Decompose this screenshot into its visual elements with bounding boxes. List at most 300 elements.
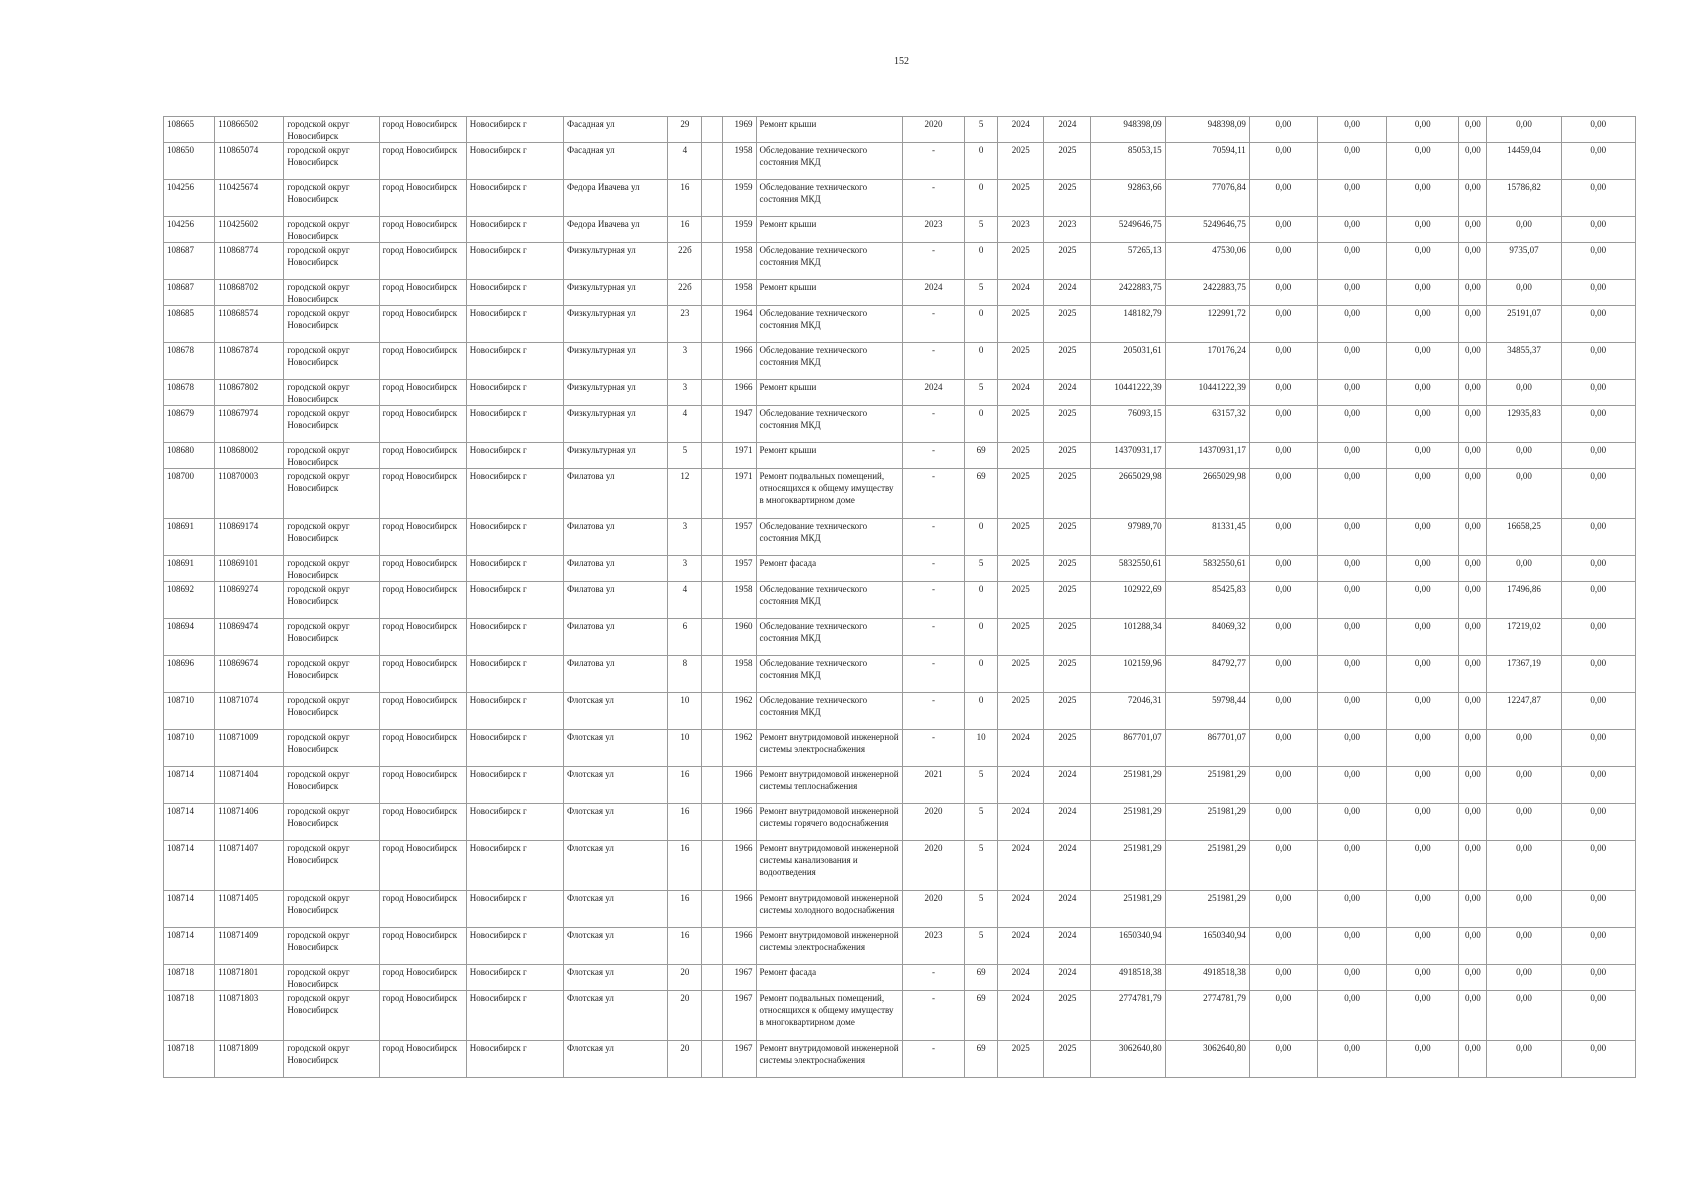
reserve-funds-cell: 0,00 (1561, 469, 1635, 519)
reserve-funds-cell: 0,00 (1561, 380, 1635, 406)
owners-funds-cell: 0,00 (1487, 841, 1561, 891)
page-number: 152 (894, 56, 909, 67)
reserve-funds-cell: 0,00 (1561, 841, 1635, 891)
local-funds-cell: 0,00 (1387, 469, 1459, 519)
local-funds-cell: 0,00 (1387, 280, 1459, 306)
plan-start-year-cell: 2025 (998, 619, 1044, 656)
plan-end-year-cell: 2025 (1044, 519, 1091, 556)
table-row (164, 693, 1636, 730)
owners-funds-cell: 0,00 (1487, 469, 1561, 519)
other-funds-cell: 0,00 (1459, 280, 1487, 306)
other-funds-cell: 0,00 (1459, 117, 1487, 143)
work-id-cell: 110870003 (215, 469, 284, 519)
other-funds-cell: 0,00 (1459, 143, 1487, 180)
plan-start-year-cell: 2024 (998, 117, 1044, 143)
plan-start-year-cell: 2025 (998, 406, 1044, 443)
federal-funds-cell: 0,00 (1249, 443, 1317, 469)
table-row (164, 556, 1636, 582)
federal-funds-cell: 0,00 (1249, 804, 1317, 841)
plan-end-year-cell: 2024 (1044, 965, 1091, 991)
local-funds-cell: 0,00 (1387, 804, 1459, 841)
table-row (164, 469, 1636, 519)
last-repair-year-cell: - (902, 243, 964, 280)
table-row (164, 180, 1636, 217)
fund-cost-cell: 47530,06 (1165, 243, 1249, 280)
work-type-cell: Ремонт крыши (756, 380, 902, 406)
house-id-cell: 108718 (164, 965, 215, 991)
building-cell (702, 619, 723, 656)
building-cell (702, 117, 723, 143)
house-number-cell: 16 (668, 180, 702, 217)
plan-end-year-cell: 2024 (1044, 767, 1091, 804)
federal-funds-cell: 0,00 (1249, 343, 1317, 380)
total-cost-cell: 251981,29 (1091, 767, 1165, 804)
total-cost-cell: 251981,29 (1091, 804, 1165, 841)
total-cost-cell: 102922,69 (1091, 582, 1165, 619)
house-id-cell: 104256 (164, 217, 215, 243)
owners-funds-cell: 34855,37 (1487, 343, 1561, 380)
local-funds-cell: 0,00 (1387, 217, 1459, 243)
table-row (164, 841, 1636, 891)
owners-funds-cell: 12935,83 (1487, 406, 1561, 443)
building-cell (702, 217, 723, 243)
plan-end-year-cell: 2025 (1044, 556, 1091, 582)
last-repair-year-cell: - (902, 143, 964, 180)
plan-start-year-cell: 2024 (998, 928, 1044, 965)
other-funds-cell: 0,00 (1459, 469, 1487, 519)
plan-start-year-cell: 2025 (998, 582, 1044, 619)
settlement-cell: город Новосибирск (379, 469, 466, 519)
work-type-cell: Ремонт подвальных помещений, относящихся к общему имуществу в многоквартирном доме (756, 469, 902, 519)
federal-funds-cell: 0,00 (1249, 656, 1317, 693)
building-cell (702, 306, 723, 343)
regional-funds-cell: 0,00 (1317, 730, 1386, 767)
municipality-cell: городской округ Новосибирск (284, 656, 379, 693)
federal-funds-cell: 0,00 (1249, 306, 1317, 343)
federal-funds-cell: 0,00 (1249, 582, 1317, 619)
house-number-cell: 23 (668, 306, 702, 343)
other-funds-cell: 0,00 (1459, 217, 1487, 243)
federal-funds-cell: 0,00 (1249, 965, 1317, 991)
last-repair-year-cell: 2021 (902, 767, 964, 804)
local-funds-cell: 0,00 (1387, 656, 1459, 693)
fund-cost-cell: 4918518,38 (1165, 965, 1249, 991)
house-number-cell: 16 (668, 891, 702, 928)
last-repair-year-cell: - (902, 656, 964, 693)
reserve-funds-cell: 0,00 (1561, 443, 1635, 469)
last-repair-year-cell: 2020 (902, 841, 964, 891)
local-funds-cell: 0,00 (1387, 730, 1459, 767)
reserve-funds-cell: 0,00 (1561, 928, 1635, 965)
settlement-cell: город Новосибирск (379, 280, 466, 306)
municipality-cell: городской округ Новосибирск (284, 556, 379, 582)
settlement-cell: город Новосибирск (379, 243, 466, 280)
locality-cell: Новосибирск г (466, 1041, 563, 1078)
work-type-cell: Ремонт внутридомовой инженерной системы электроснабжения (756, 928, 902, 965)
municipality-cell: городской округ Новосибирск (284, 891, 379, 928)
house-id-cell: 108696 (164, 656, 215, 693)
work-type-cell: Ремонт крыши (756, 217, 902, 243)
local-funds-cell: 0,00 (1387, 380, 1459, 406)
plan-start-year-cell: 2025 (998, 519, 1044, 556)
house-id-cell: 108679 (164, 406, 215, 443)
fund-cost-cell: 63157,32 (1165, 406, 1249, 443)
building-cell (702, 991, 723, 1041)
other-funds-cell: 0,00 (1459, 406, 1487, 443)
fund-cost-cell: 14370931,17 (1165, 443, 1249, 469)
interval-cell: 5 (965, 380, 998, 406)
plan-start-year-cell: 2024 (998, 280, 1044, 306)
plan-end-year-cell: 2025 (1044, 656, 1091, 693)
house-number-cell: 5 (668, 443, 702, 469)
house-number-cell: 10 (668, 730, 702, 767)
reserve-funds-cell: 0,00 (1561, 619, 1635, 656)
federal-funds-cell: 0,00 (1249, 243, 1317, 280)
last-repair-year-cell: - (902, 1041, 964, 1078)
federal-funds-cell: 0,00 (1249, 841, 1317, 891)
table-row (164, 991, 1636, 1041)
settlement-cell: город Новосибирск (379, 180, 466, 217)
work-id-cell: 110425602 (215, 217, 284, 243)
settlement-cell: город Новосибирск (379, 965, 466, 991)
regional-funds-cell: 0,00 (1317, 180, 1386, 217)
settlement-cell: город Новосибирск (379, 380, 466, 406)
local-funds-cell: 0,00 (1387, 306, 1459, 343)
last-repair-year-cell: - (902, 965, 964, 991)
build-year-cell: 1969 (723, 117, 756, 143)
other-funds-cell: 0,00 (1459, 991, 1487, 1041)
house-number-cell: 3 (668, 556, 702, 582)
owners-funds-cell: 15786,82 (1487, 180, 1561, 217)
house-number-cell: 3 (668, 519, 702, 556)
reserve-funds-cell: 0,00 (1561, 582, 1635, 619)
local-funds-cell: 0,00 (1387, 991, 1459, 1041)
owners-funds-cell: 12247,87 (1487, 693, 1561, 730)
owners-funds-cell: 25191,07 (1487, 306, 1561, 343)
fund-cost-cell: 122991,72 (1165, 306, 1249, 343)
work-type-cell: Ремонт фасада (756, 556, 902, 582)
other-funds-cell: 0,00 (1459, 891, 1487, 928)
street-cell: Федора Ивачева ул (564, 217, 668, 243)
local-funds-cell: 0,00 (1387, 891, 1459, 928)
last-repair-year-cell: - (902, 180, 964, 217)
work-type-cell: Ремонт крыши (756, 443, 902, 469)
work-type-cell: Обследование технического состояния МКД (756, 406, 902, 443)
federal-funds-cell: 0,00 (1249, 891, 1317, 928)
owners-funds-cell: 17219,02 (1487, 619, 1561, 656)
street-cell: Флотская ул (564, 730, 668, 767)
house-id-cell: 108691 (164, 519, 215, 556)
reserve-funds-cell: 0,00 (1561, 117, 1635, 143)
build-year-cell: 1966 (723, 767, 756, 804)
work-id-cell: 110869174 (215, 519, 284, 556)
plan-end-year-cell: 2023 (1044, 217, 1091, 243)
locality-cell: Новосибирск г (466, 991, 563, 1041)
total-cost-cell: 867701,07 (1091, 730, 1165, 767)
other-funds-cell: 0,00 (1459, 243, 1487, 280)
house-id-cell: 108680 (164, 443, 215, 469)
settlement-cell: город Новосибирск (379, 693, 466, 730)
other-funds-cell: 0,00 (1459, 693, 1487, 730)
build-year-cell: 1957 (723, 556, 756, 582)
building-cell (702, 804, 723, 841)
house-number-cell: 16 (668, 841, 702, 891)
plan-start-year-cell: 2024 (998, 991, 1044, 1041)
fund-cost-cell: 2774781,79 (1165, 991, 1249, 1041)
house-number-cell: 16 (668, 767, 702, 804)
locality-cell: Новосибирск г (466, 469, 563, 519)
total-cost-cell: 148182,79 (1091, 306, 1165, 343)
build-year-cell: 1959 (723, 180, 756, 217)
other-funds-cell: 0,00 (1459, 582, 1487, 619)
settlement-cell: город Новосибирск (379, 767, 466, 804)
other-funds-cell: 0,00 (1459, 380, 1487, 406)
last-repair-year-cell: - (902, 343, 964, 380)
last-repair-year-cell: 2023 (902, 217, 964, 243)
street-cell: Физкультурная ул (564, 443, 668, 469)
work-id-cell: 110871409 (215, 928, 284, 965)
work-id-cell: 110425674 (215, 180, 284, 217)
federal-funds-cell: 0,00 (1249, 380, 1317, 406)
interval-cell: 0 (965, 143, 998, 180)
work-id-cell: 110871405 (215, 891, 284, 928)
regional-funds-cell: 0,00 (1317, 117, 1386, 143)
locality-cell: Новосибирск г (466, 406, 563, 443)
plan-end-year-cell: 2025 (1044, 582, 1091, 619)
local-funds-cell: 0,00 (1387, 582, 1459, 619)
interval-cell: 0 (965, 180, 998, 217)
fund-cost-cell: 70594,11 (1165, 143, 1249, 180)
table-row (164, 1041, 1636, 1078)
plan-start-year-cell: 2024 (998, 730, 1044, 767)
fund-cost-cell: 251981,29 (1165, 767, 1249, 804)
work-id-cell: 110868002 (215, 443, 284, 469)
house-id-cell: 108714 (164, 841, 215, 891)
table-row (164, 767, 1636, 804)
settlement-cell: город Новосибирск (379, 143, 466, 180)
regional-funds-cell: 0,00 (1317, 891, 1386, 928)
fund-cost-cell: 2665029,98 (1165, 469, 1249, 519)
interval-cell: 5 (965, 280, 998, 306)
build-year-cell: 1966 (723, 804, 756, 841)
table-row (164, 965, 1636, 991)
local-funds-cell: 0,00 (1387, 143, 1459, 180)
house-number-cell: 29 (668, 117, 702, 143)
interval-cell: 5 (965, 767, 998, 804)
house-number-cell: 4 (668, 143, 702, 180)
fund-cost-cell: 170176,24 (1165, 343, 1249, 380)
build-year-cell: 1962 (723, 730, 756, 767)
settlement-cell: город Новосибирск (379, 556, 466, 582)
fund-cost-cell: 85425,83 (1165, 582, 1249, 619)
regional-funds-cell: 0,00 (1317, 767, 1386, 804)
locality-cell: Новосибирск г (466, 619, 563, 656)
federal-funds-cell: 0,00 (1249, 469, 1317, 519)
building-cell (702, 280, 723, 306)
work-type-cell: Обследование технического состояния МКД (756, 693, 902, 730)
work-type-cell: Ремонт внутридомовой инженерной системы канализования и водоотведения (756, 841, 902, 891)
federal-funds-cell: 0,00 (1249, 767, 1317, 804)
local-funds-cell: 0,00 (1387, 841, 1459, 891)
municipality-cell: городской округ Новосибирск (284, 804, 379, 841)
house-number-cell: 10 (668, 693, 702, 730)
plan-end-year-cell: 2025 (1044, 306, 1091, 343)
federal-funds-cell: 0,00 (1249, 519, 1317, 556)
work-type-cell: Обследование технического состояния МКД (756, 343, 902, 380)
house-id-cell: 108692 (164, 582, 215, 619)
other-funds-cell: 0,00 (1459, 656, 1487, 693)
settlement-cell: город Новосибирск (379, 619, 466, 656)
interval-cell: 5 (965, 556, 998, 582)
total-cost-cell: 92863,66 (1091, 180, 1165, 217)
last-repair-year-cell: - (902, 406, 964, 443)
plan-start-year-cell: 2024 (998, 841, 1044, 891)
federal-funds-cell: 0,00 (1249, 180, 1317, 217)
owners-funds-cell: 0,00 (1487, 928, 1561, 965)
federal-funds-cell: 0,00 (1249, 693, 1317, 730)
reserve-funds-cell: 0,00 (1561, 217, 1635, 243)
locality-cell: Новосибирск г (466, 243, 563, 280)
locality-cell: Новосибирск г (466, 891, 563, 928)
interval-cell: 0 (965, 406, 998, 443)
street-cell: Филатова ул (564, 582, 668, 619)
reserve-funds-cell: 0,00 (1561, 991, 1635, 1041)
table-row (164, 619, 1636, 656)
regional-funds-cell: 0,00 (1317, 217, 1386, 243)
locality-cell: Новосибирск г (466, 380, 563, 406)
house-number-cell: 20 (668, 991, 702, 1041)
plan-end-year-cell: 2025 (1044, 469, 1091, 519)
house-id-cell: 108665 (164, 117, 215, 143)
total-cost-cell: 5249646,75 (1091, 217, 1165, 243)
fund-cost-cell: 5832550,61 (1165, 556, 1249, 582)
table-row (164, 280, 1636, 306)
work-type-cell: Ремонт внутридомовой инженерной системы электроснабжения (756, 730, 902, 767)
other-funds-cell: 0,00 (1459, 1041, 1487, 1078)
build-year-cell: 1966 (723, 343, 756, 380)
locality-cell: Новосибирск г (466, 117, 563, 143)
building-cell (702, 582, 723, 619)
regional-funds-cell: 0,00 (1317, 965, 1386, 991)
last-repair-year-cell: 2024 (902, 380, 964, 406)
owners-funds-cell: 9735,07 (1487, 243, 1561, 280)
total-cost-cell: 5832550,61 (1091, 556, 1165, 582)
house-id-cell: 108678 (164, 380, 215, 406)
reserve-funds-cell: 0,00 (1561, 243, 1635, 280)
build-year-cell: 1958 (723, 143, 756, 180)
locality-cell: Новосибирск г (466, 841, 563, 891)
total-cost-cell: 3062640,80 (1091, 1041, 1165, 1078)
plan-end-year-cell: 2024 (1044, 804, 1091, 841)
house-id-cell: 108691 (164, 556, 215, 582)
build-year-cell: 1967 (723, 991, 756, 1041)
reserve-funds-cell: 0,00 (1561, 143, 1635, 180)
fund-cost-cell: 5249646,75 (1165, 217, 1249, 243)
build-year-cell: 1966 (723, 928, 756, 965)
fund-cost-cell: 84069,32 (1165, 619, 1249, 656)
total-cost-cell: 948398,09 (1091, 117, 1165, 143)
build-year-cell: 1960 (723, 619, 756, 656)
house-number-cell: 20 (668, 965, 702, 991)
local-funds-cell: 0,00 (1387, 443, 1459, 469)
table-row (164, 730, 1636, 767)
municipality-cell: городской округ Новосибирск (284, 469, 379, 519)
plan-start-year-cell: 2024 (998, 380, 1044, 406)
municipality-cell: городской округ Новосибирск (284, 143, 379, 180)
house-id-cell: 108700 (164, 469, 215, 519)
plan-end-year-cell: 2025 (1044, 693, 1091, 730)
house-number-cell: 12 (668, 469, 702, 519)
house-number-cell: 8 (668, 656, 702, 693)
house-id-cell: 108714 (164, 928, 215, 965)
street-cell: Физкультурная ул (564, 243, 668, 280)
settlement-cell: город Новосибирск (379, 406, 466, 443)
local-funds-cell: 0,00 (1387, 693, 1459, 730)
municipality-cell: городской округ Новосибирск (284, 582, 379, 619)
building-cell (702, 243, 723, 280)
last-repair-year-cell: 2020 (902, 804, 964, 841)
last-repair-year-cell: - (902, 443, 964, 469)
house-number-cell: 16 (668, 217, 702, 243)
house-id-cell: 104256 (164, 180, 215, 217)
plan-end-year-cell: 2024 (1044, 380, 1091, 406)
house-id-cell: 108710 (164, 730, 215, 767)
house-id-cell: 108687 (164, 280, 215, 306)
plan-start-year-cell: 2025 (998, 180, 1044, 217)
local-funds-cell: 0,00 (1387, 406, 1459, 443)
reserve-funds-cell: 0,00 (1561, 556, 1635, 582)
table-row (164, 804, 1636, 841)
locality-cell: Новосибирск г (466, 143, 563, 180)
build-year-cell: 1966 (723, 841, 756, 891)
plan-start-year-cell: 2025 (998, 443, 1044, 469)
street-cell: Физкультурная ул (564, 406, 668, 443)
locality-cell: Новосибирск г (466, 656, 563, 693)
last-repair-year-cell: 2020 (902, 891, 964, 928)
street-cell: Фасадная ул (564, 117, 668, 143)
total-cost-cell: 97989,70 (1091, 519, 1165, 556)
locality-cell: Новосибирск г (466, 767, 563, 804)
table-body (164, 117, 1636, 1078)
municipality-cell: городской округ Новосибирск (284, 965, 379, 991)
house-id-cell: 108685 (164, 306, 215, 343)
interval-cell: 69 (965, 965, 998, 991)
house-id-cell: 108718 (164, 1041, 215, 1078)
reserve-funds-cell: 0,00 (1561, 804, 1635, 841)
building-cell (702, 965, 723, 991)
interval-cell: 69 (965, 991, 998, 1041)
table-row (164, 406, 1636, 443)
work-type-cell: Обследование технического состояния МКД (756, 619, 902, 656)
street-cell: Флотская ул (564, 804, 668, 841)
federal-funds-cell: 0,00 (1249, 730, 1317, 767)
regional-funds-cell: 0,00 (1317, 443, 1386, 469)
house-number-cell: 6 (668, 619, 702, 656)
street-cell: Флотская ул (564, 965, 668, 991)
owners-funds-cell: 14459,04 (1487, 143, 1561, 180)
interval-cell: 5 (965, 217, 998, 243)
street-cell: Филатова ул (564, 469, 668, 519)
fund-cost-cell: 867701,07 (1165, 730, 1249, 767)
house-number-cell: 3 (668, 380, 702, 406)
owners-funds-cell: 17367,19 (1487, 656, 1561, 693)
municipality-cell: городской округ Новосибирск (284, 217, 379, 243)
build-year-cell: 1962 (723, 693, 756, 730)
owners-funds-cell: 0,00 (1487, 991, 1561, 1041)
total-cost-cell: 76093,15 (1091, 406, 1165, 443)
plan-end-year-cell: 2024 (1044, 117, 1091, 143)
plan-end-year-cell: 2025 (1044, 243, 1091, 280)
